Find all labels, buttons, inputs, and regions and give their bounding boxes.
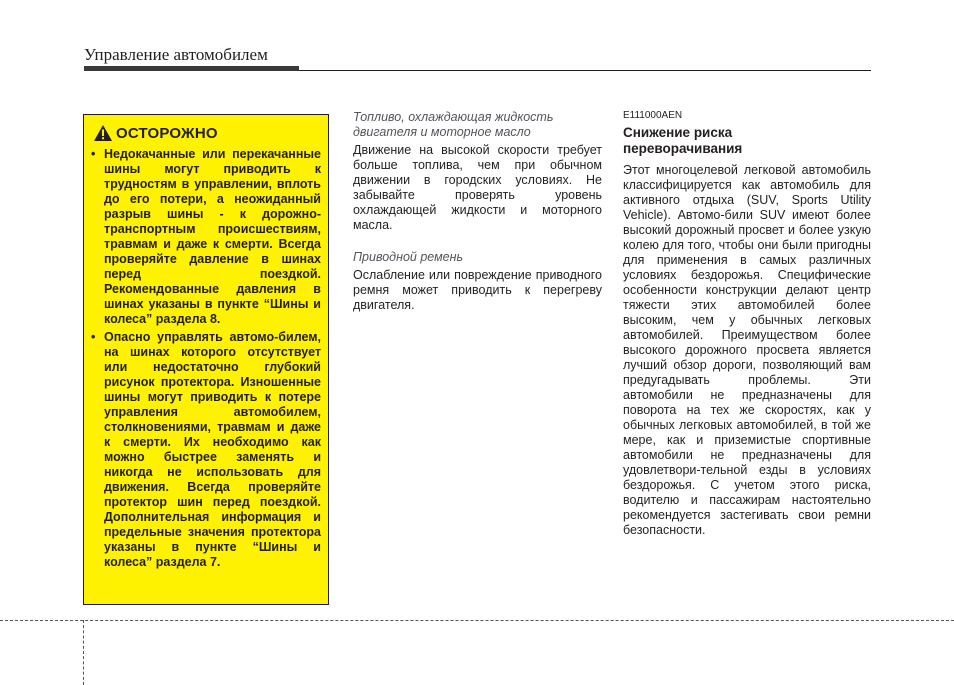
- middle-column: [353, 110, 602, 313]
- belt-paragraph: Ослабление или повреждение приводного ремня может приводить к перегреву двигателя.: [353, 268, 602, 312]
- warning-item-text: Опасно управлять автомо-билем, на шинах которого отсутствует или недостаточно глубокий рисунок протектора. Изношенные шины могут приводить к потере управления автомобилем, столкновениями, травмам и даже к смерти. Их необходимо как можно быстрее заменять и никогда не использовать для движения. Всегда проверяйте протектор шин перед поездкой. Дополнительная информация и предельные значения протектора указаны в пункте “Шины и колеса” раздела 7.: [104, 330, 321, 569]
- warning-header: [93, 122, 321, 144]
- warning-item: [91, 147, 321, 327]
- warning-triangle-icon: [93, 124, 113, 142]
- warning-box: [83, 114, 329, 605]
- header-thick-rule: [84, 66, 299, 71]
- right-column: [623, 110, 871, 538]
- page-header-title: Управление автомобилем: [84, 45, 268, 64]
- bullet-icon: •: [91, 147, 96, 161]
- fuel-subheading: Топливо, охлаждающая жидкость двигателя и моторное масло: [353, 110, 554, 139]
- belt-subheading: Приводной ремень: [353, 250, 464, 264]
- section-title: Снижение риска переворачивания: [623, 125, 743, 156]
- section-code: E111000AEN: [623, 110, 683, 121]
- footer-dashed-rule: [0, 620, 954, 621]
- bullet-icon: •: [91, 330, 96, 344]
- rollover-paragraph: Этот многоцелевой легковой автомобиль классифицируется как автомобиль для активного отдыха (SUV, Sports Utility Vehicle). Автомо-били SUV имеют более высокий дорожный просвет и более узкую колею для того, чтобы они были пригодны для применения в самых различных условиях бездорожья. Специфические особенности конструкции делают центр тяжести этих автомобилей более высоким, чем у обычных легковых автомобилей. Преимуществом более высокого дорожного просвета является лучший обзор дороги, позволяющий вам предугадывать проблемы. Эти автомобили не предназначены для поворота на тех же скоростях, как у обычных легковых автомобилей, в той же мере, как и приземистые спортивные автомобили не предназначены для удовлетвори-тельной езды в условиях бездорожья. С учетом этого риска, водителю и пассажирам настоятельно рекомендуется застегивать свои ремни безопасности.: [623, 163, 871, 537]
- warning-title: ОСТОРОЖНО: [116, 124, 218, 142]
- header-thin-rule: [299, 70, 871, 71]
- warning-item-text: Недокачанные или перекачанные шины могут приводить к трудностям в управлении, вплоть до его потери, а неожиданный разрыв шины - к дорожно-транспортным происшествиям, травмам и даже к смерти. Всегда проверяйте давление в шинах перед поездкой. Рекомендованные давления в шинах указаны в пункте “Шины и колеса” раздела 8.: [104, 147, 321, 326]
- fuel-paragraph: Движение на высокой скорости требует больше топлива, чем при обычном движении в городских условиях. Не забывайте проверять уровень охлаждающей жидкости и моторного масла.: [353, 143, 602, 232]
- footer-dashed-margin: [83, 620, 84, 685]
- warning-item: [91, 330, 321, 570]
